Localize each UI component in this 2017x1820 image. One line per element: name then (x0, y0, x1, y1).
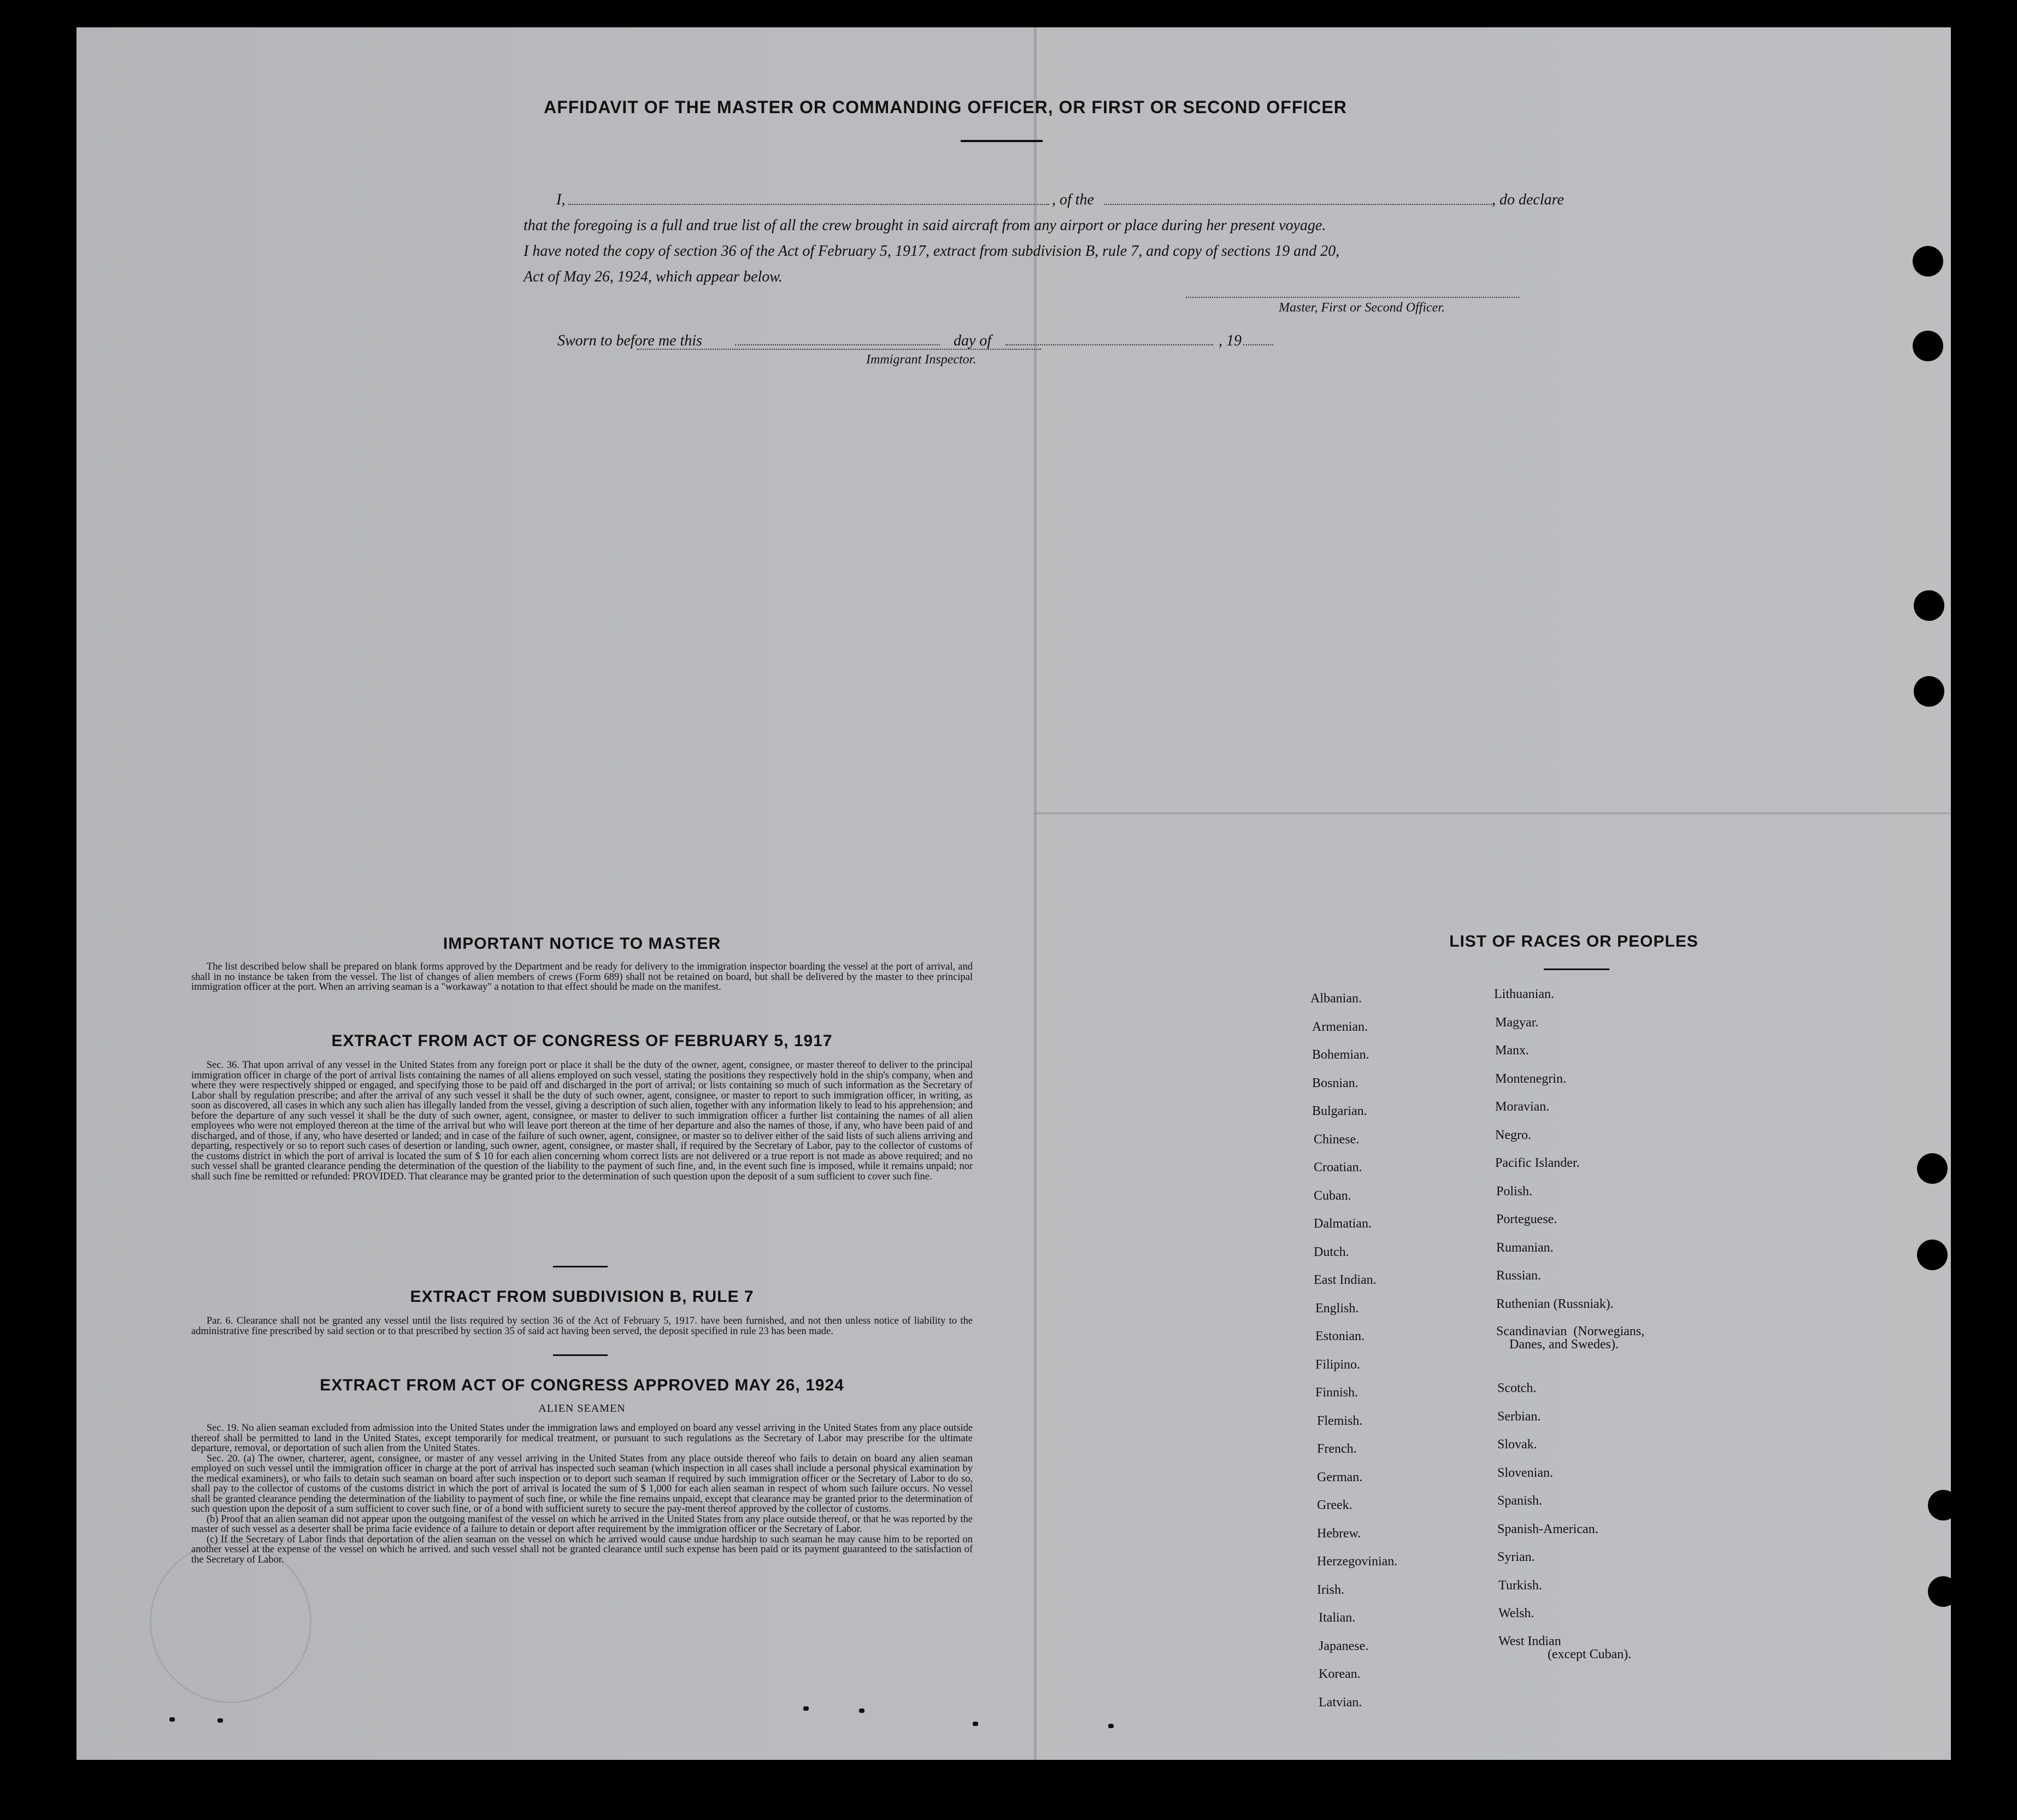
inspector-label: Immigrant Inspector. (866, 353, 977, 367)
race-item: Flemish. (1317, 1413, 1363, 1428)
race-item: Korean. (1319, 1667, 1361, 1681)
punch-hole (1928, 1576, 1959, 1607)
extract-1924-sec20c: (c) If the Secretary of Labor finds that deportation of the alien seaman on the vessel on which he arrived would cause undue hardship to such seaman he may cause him to be reported on another vessel at the expense of the vessel on which he arrived. and such vessel shall not be granted clearance until such expense has been paid or its payment guaranteed to the satisfaction of the Secretary of Labor. (191, 1534, 973, 1565)
extract-rule7-title: EXTRACT FROM SUBDIVISION B, RULE 7 (410, 1288, 754, 1306)
race-item: Albanian. (1310, 991, 1362, 1006)
race-item: Hebrew. (1317, 1526, 1361, 1541)
race-item: English. (1315, 1301, 1359, 1316)
race-item: Croatian. (1314, 1160, 1362, 1175)
races-title-rule (1544, 968, 1609, 970)
race-item: Scotch. (1497, 1381, 1537, 1395)
race-item: Bosnian. (1312, 1076, 1359, 1090)
race-item: Magyar. (1495, 1015, 1539, 1030)
race-item: Irish. (1317, 1582, 1344, 1597)
affidavit-line-1: that the foregoing is a full and true list of all the crew brought in said aircraft from any airport or place during her present voyage. (524, 217, 1326, 234)
race-item: Scandinavian (Norwegians, Danes, and Swedes). (1496, 1324, 1645, 1352)
race-item: Welsh. (1498, 1606, 1534, 1621)
race-item: Serbian. (1497, 1409, 1541, 1424)
race-item: Montenegrin. (1495, 1071, 1566, 1086)
race-item: Herzegovinian. (1317, 1554, 1398, 1569)
scan-speck (169, 1717, 175, 1722)
race-item: Lithuanian. (1494, 987, 1554, 1001)
scan-speck (973, 1722, 978, 1726)
race-item: East Indian. (1314, 1273, 1377, 1287)
race-item: Spanish-American. (1497, 1522, 1598, 1536)
affidavit-title-rule (961, 140, 1043, 142)
race-item: Filipino. (1315, 1357, 1361, 1372)
race-item: Slovak. (1497, 1437, 1537, 1452)
affidavit-do-declare-label: , do declare (1492, 191, 1564, 208)
sworn-label: Sworn to before me this (557, 332, 702, 349)
race-item: Armenian. (1312, 1019, 1368, 1034)
race-item: Rumanian. (1496, 1240, 1554, 1255)
punch-hole (1913, 331, 1943, 361)
race-item: Manx. (1495, 1043, 1529, 1058)
scan-speck (217, 1718, 223, 1723)
race-item: Pacific Islander. (1495, 1156, 1580, 1170)
race-item: Polish. (1496, 1184, 1533, 1199)
race-item: Cuban. (1314, 1188, 1351, 1203)
sworn-year-blank (1243, 344, 1273, 345)
inspector-signature-line (637, 349, 1041, 350)
extract-rule7-text: Par. 6. Clearance shall not be granted any vessel until the lists required by section 36 of the Act of February 5, 1917. have been furnished, and not then unless notice of liability to the administrative fine prescribed by said section or to that prescribed by section 35 of said act having been served, the deposit specified in rule 23 has been made. (191, 1316, 973, 1337)
extract-1924-sec20b: (b) Proof that an alien seaman did not appear upon the outgoing manifest of the vessel on which he arrived in the United States from any place outside thereof, or that he was reported by the master of such vessel as a deserter shall be prima facie evidence of a failure to detain or deport after requirement by the immigration officer or the Secretary of Labor. (191, 1513, 973, 1535)
race-item: Greek. (1317, 1498, 1352, 1512)
scan-speck (1108, 1724, 1114, 1728)
extract-1924-title: EXTRACT FROM ACT OF CONGRESS APPROVED MAY 26, 1924 (320, 1376, 844, 1394)
scan-speck (859, 1709, 865, 1713)
punch-hole (1917, 1240, 1948, 1270)
race-item: Porteguese. (1496, 1212, 1557, 1226)
race-item: French. (1317, 1442, 1357, 1456)
affidavit-line-3: Act of May 26, 1924, which appear below. (524, 268, 783, 285)
horizontal-fold-line (1034, 812, 1951, 814)
scan-speck (803, 1706, 809, 1711)
punch-hole (1914, 676, 1944, 707)
race-item: Syrian. (1497, 1550, 1535, 1564)
race-item: Italian. (1319, 1611, 1356, 1625)
section-divider-1 (553, 1266, 608, 1267)
race-item: Latvian. (1319, 1695, 1362, 1710)
race-item: Russian. (1496, 1269, 1542, 1283)
master-signature-line (1186, 297, 1519, 298)
punch-hole (1928, 1490, 1959, 1520)
affidavit-title: AFFIDAVIT OF THE MASTER OR COMMANDING OFFICER, OR FIRST OR SECOND OFFICER (544, 97, 1347, 117)
race-item: Bohemian. (1312, 1048, 1369, 1062)
year-label: , 19 (1219, 332, 1242, 349)
affidavit-vessel-blank (1104, 204, 1492, 205)
vertical-fold-line (1034, 27, 1037, 1760)
race-item: Turkish. (1498, 1578, 1542, 1593)
notice-title: IMPORTANT NOTICE TO MASTER (443, 935, 721, 953)
sworn-day-blank (735, 344, 940, 345)
master-signature-label: Master, First or Second Officer. (1279, 301, 1445, 315)
sworn-month-blank (1005, 344, 1213, 345)
extract-1924-sec20a: Sec. 20. (a) The owner, charterer, agent, consignee, or master of any vessel arriving in the United States from any place outside thereof who fails to detain on board any alien seaman employed on such vessel until the immigration officer in charge at the port of arrival has inspected such seaman (which inspection in all cases shall include a personal physical examination by the medical examiners), or who fails to detain such seaman on board after such inspection or to deport such seaman if required by such immigration officer or the Secretary of Labor to do so, shall pay to the collector of customs of the customs district in which the port of arrival is located the sum of $ 1,000 for each alien seaman in respect of whom such failure occurs. No vessel shall be granted clearance pending the determination of the liability to payment of such fine, or while the fine remains unpaid, except that clearance may be granted prior to the determination of such question upon the deposit of a sum sufficient to cover such fine, or of a bond with sufficient surety to secure the pay-ment thereof approved by the collector of customs. (191, 1453, 973, 1514)
race-item: West Indian (except Cuban). (1498, 1634, 1632, 1662)
race-item: Dutch. (1314, 1244, 1349, 1259)
affidavit-name-blank (568, 204, 1049, 205)
affidavit-of-the-label: , of the (1052, 191, 1094, 208)
notice-text: The list described below shall be prepared on blank forms approved by the Department and be ready for delivery to the immigration inspector boarding the vessel at the port of arrival, and shall in no instance be taken from the vessel. The list of changes of alien members of crews (Form 689) shall not be retained on board, but shall be delivered by the master to thee principal immigration officer at the port. When an arriving seaman is a "workaway" a notation to that effect should be made on the manifest. (191, 961, 973, 993)
extract-1917-text: Sec. 36. That upon arrival of any vessel in the United States from any foreign port or place it shall be the duty of the owner, agent, consignee, or master thereof to deliver to the principal immigration officer in charge of the port of arrival lists containing the names of all aliens employed on such vessel, stating the positions they respectively hold in the ship's company, when and where they were respectively shipped or engaged, and specifying those to be paid off and discharged in the port of arrival; or lists containing so much of such information as the Secretary of Labor shall by regulation prescribe; and after the arrival of any such vessel it shall be the duty of such owner, agent, consignee, or master to report to such immigration officer, in writing, as soon as discovered, all cases in which any such alien has illegally landed from the vessel, giving a description of such alien, together with any information likely to lead to his apprehension; and before the departure of any such vessel it shall be the duty of such owner, agent, consignee, or master to deliver to such immigration officer a further list containing the names of all alien employees who were not employed thereon at the time of the arrival but who will leave port thereon at the time of her departure and also the names of those, if any, who have been paid of and discharged, and of those, if any, who have deserted or landed; and in case of the failure of such owner, agent, consignee, or master so to deliver either of the said lists of such aliens arriving and departing, respectively or so to report such cases of desertion or landing, such owner, agent, consignee, or master shall, if required by the Secretary of Labor, pay to the collector of customs of the customs district in which the port of arrival is located the sum of $ 10 for each alien concerning whom correct lists are not delivered or a true report is not made as above required; and no such vessel shall be granted clearance pending the determination of the question of the liability to the payment of such fine, and, in the event such fine is imposed, while it remains unpaid; nor shall such fine be remitted or refunded: PROVIDED. That clearance may be granted prior to the determination of such question upon the deposit of a sum sufficient to cover such fine. (191, 1060, 973, 1182)
race-item: Negro. (1495, 1128, 1531, 1142)
extract-1917-title: EXTRACT FROM ACT OF CONGRESS OF FEBRUARY 5, 1917 (331, 1032, 833, 1050)
race-item: Slovenian. (1497, 1465, 1553, 1480)
extract-1924-sec19: Sec. 19. No alien seaman excluded from admission into the United States under the immigration laws and employed on board any vessel arriving in the United States from any place outside thereof shall be permitted to land in the United States, except temporarily for medical treatment, or pursuant to such regulations as the Secretary of Labor may prescribe for the ultimate departure, removal, or deportation of such alien from the United States. (191, 1423, 973, 1454)
race-item: Chinese. (1314, 1132, 1360, 1147)
race-item: Ruthenian (Russniak). (1496, 1296, 1614, 1311)
extract-1924-text (191, 1423, 973, 1565)
race-item: Moravian. (1495, 1100, 1550, 1114)
affidavit-i-label: I, (556, 191, 566, 208)
race-item: Finnish. (1315, 1385, 1359, 1400)
race-item: German. (1317, 1470, 1363, 1484)
race-item: Bulgarian. (1312, 1104, 1367, 1118)
race-item: Estonian. (1315, 1329, 1365, 1343)
extract-1924-subtitle: ALIEN SEAMEN (538, 1402, 626, 1414)
punch-hole (1917, 1153, 1948, 1184)
document-sheet (77, 27, 1951, 1760)
punch-hole (1914, 590, 1944, 621)
race-item: Dalmatian. (1314, 1217, 1372, 1231)
day-of-label: day of (954, 332, 992, 349)
faint-seal-stamp (150, 1541, 311, 1703)
race-item: Japanese. (1319, 1639, 1369, 1653)
race-item: Spanish. (1497, 1494, 1543, 1508)
punch-hole (1913, 246, 1943, 277)
affidavit-line-2: I have noted the copy of section 36 of the Act of February 5, 1917, extract from subdivision B, rule 7, and copy of sections 19 and 20, (524, 243, 1340, 260)
section-divider-2 (553, 1354, 608, 1356)
races-title: LIST OF RACES OR PEOPLES (1449, 932, 1698, 950)
